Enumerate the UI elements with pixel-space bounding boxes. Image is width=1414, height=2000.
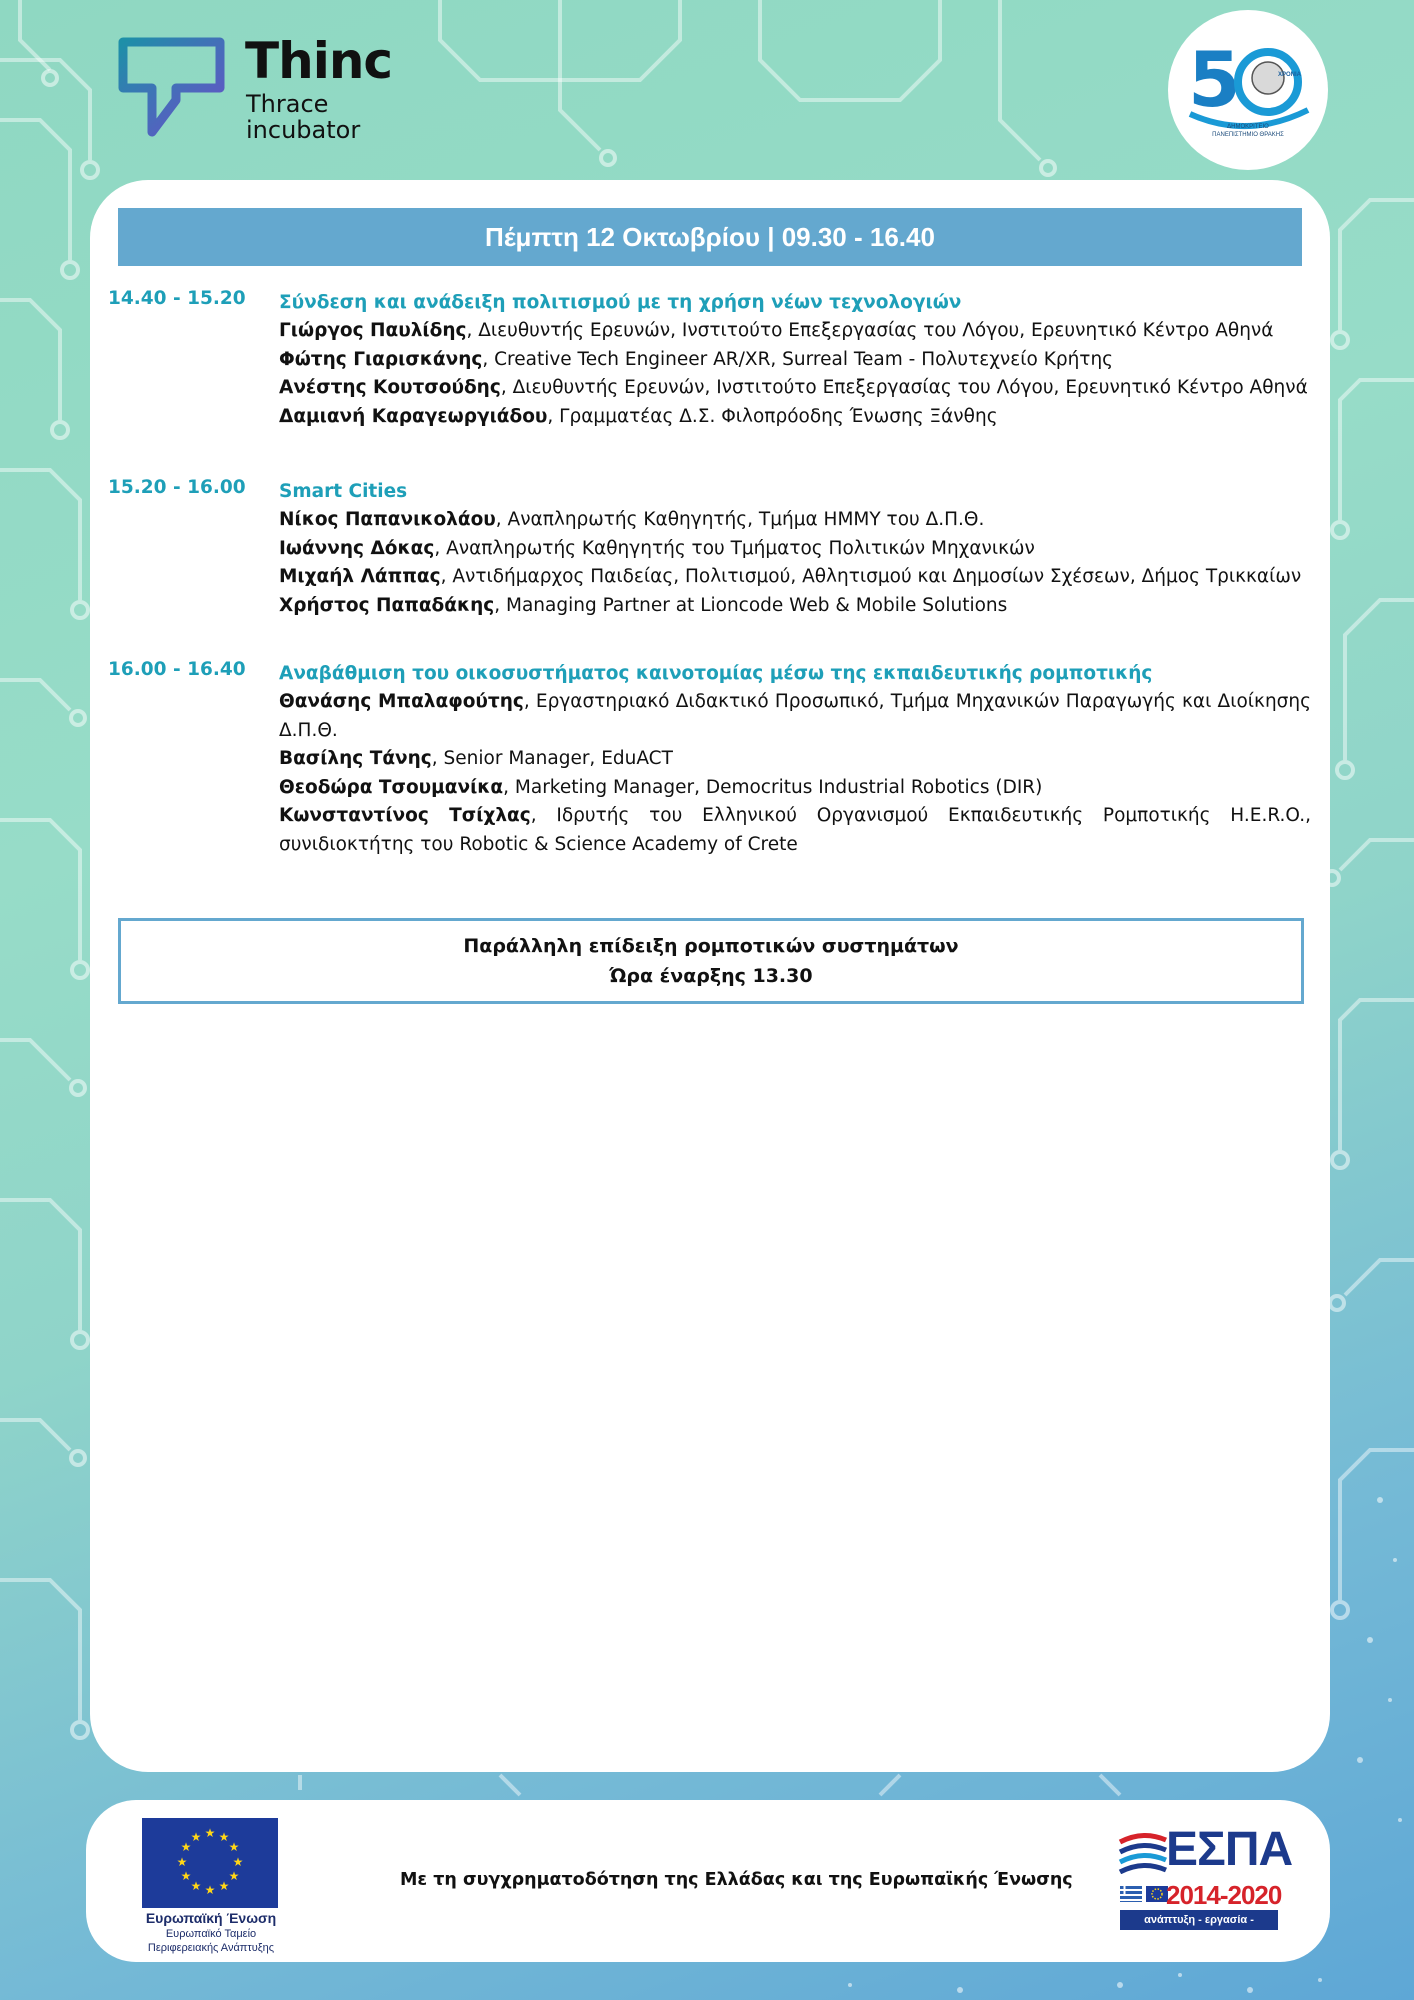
svg-text:★: ★ xyxy=(204,1826,216,1840)
eu-flag-icon xyxy=(142,1818,278,1908)
speaker-role: , Διευθυντής Ερευνών, Ινστιτούτο Επεξεργασίας του Λόγου, Ερευνητικό Κέντρο Αθηνά xyxy=(466,320,1274,341)
speaker-name: Κωνσταντίνος Τσίχλας xyxy=(279,805,531,826)
speaker-line xyxy=(279,592,1311,621)
speaker-line xyxy=(279,745,1311,774)
date-banner: Πέμπτη 12 Οκτωβρίου | 09.30 - 16.40 xyxy=(118,208,1302,266)
speaker-role: , Creative Tech Engineer AR/XR, Surreal Team - Πολυτεχνείο Κρήτης xyxy=(482,348,1114,370)
eu-stars-icon xyxy=(142,1818,278,1908)
svg-text:5: 5 xyxy=(1188,35,1241,124)
funding-statement: Με τη συγχρηματοδότηση της Ελλάδας και της Ευρωπαϊκής Ένωσης xyxy=(400,1870,1073,1890)
speaker-role: , Ιδρυτής του Ελληνικού Οργανισμού Εκπαιδευτικής Ρομποτικής H.E.R.O., συνιδιοκτήτης του Robotic & Science Academy of Crete xyxy=(279,805,1311,855)
svg-text:★: ★ xyxy=(190,1879,202,1893)
speaker-role: , Διευθυντής Ερευνών, Ινστιτούτο Επεξεργασίας του Λόγου, Ερευνητικό Κέντρο Αθηνά xyxy=(500,377,1308,398)
duth-years-label: ΧΡΟΝΙΑ xyxy=(1278,72,1302,78)
speaker-role: , Senior Manager, EduACT xyxy=(431,748,673,769)
thinc-subtitle-1: Thrace xyxy=(246,90,329,118)
speaker-role: , Γραμματέας Δ.Σ. Φιλοπρόοδης Ένωσης Ξάνθης xyxy=(547,405,998,427)
session-body xyxy=(279,288,1311,431)
speaker-line xyxy=(279,346,1311,375)
speaker-name: Χρήστος Παπαδάκης xyxy=(279,594,495,616)
speaker-line xyxy=(279,506,1311,535)
session-time: 15.20 - 16.00 xyxy=(108,477,246,498)
speaker-name: Φώτης Γιαρισκάνης xyxy=(279,348,483,370)
speaker-role: , Αναπληρωτής Καθηγητής, Τμήμα ΗΜΜΥ του Δ.Π.Θ. xyxy=(495,509,985,530)
speaker-role: , Αναπληρωτής Καθηγητής του Τμήματος Πολιτικών Μηχανικών xyxy=(434,537,1035,559)
eu-title: Ευρωπαϊκή Ένωση xyxy=(145,1910,277,1926)
speaker-line xyxy=(279,403,1311,432)
speaker-role: , Αντιδήμαρχος Παιδείας, Πολιτισμού, Αθλητισμού και Δημοσίων Σχέσεων, Δήμος Τρικκαίων xyxy=(440,566,1302,587)
svg-text:★: ★ xyxy=(232,1855,244,1869)
duth-university-line-1: ΔΗΜΟΚΡΙΤΕΙΟ xyxy=(1227,124,1269,130)
speaker-name: Ιωάννης Δόκας xyxy=(279,537,435,559)
speaker-name: Δαμιανή Καραγεωργιάδου xyxy=(279,405,548,427)
session-body xyxy=(279,659,1311,859)
espa-years: 2014-2020 xyxy=(1166,1880,1282,1910)
svg-text:★: ★ xyxy=(180,1840,192,1854)
speaker-line xyxy=(279,802,1311,859)
duth-50-years-logo xyxy=(1168,10,1328,170)
thinc-logo xyxy=(118,32,398,146)
espa-tagline: ανάπτυξη - εργασία - αλληλεγγύη xyxy=(1120,1910,1278,1930)
speaker-role: , Managing Partner at Lioncode Web & Mobile Solutions xyxy=(494,594,1008,616)
svg-text:★: ★ xyxy=(190,1830,202,1844)
session-title: Σύνδεση και ανάδειξη πολιτισμού με τη χρήση νέων τεχνολογιών xyxy=(279,292,962,313)
svg-text:★: ★ xyxy=(228,1840,240,1854)
speaker-role: , Εργαστηριακό Διδακτικό Προσωπικό, Τμήμα Μηχανικών Παραγωγής και Διοίκησης Δ.Π.Θ. xyxy=(279,691,1311,741)
speaker-name: Μιχαήλ Λάππας xyxy=(279,566,441,587)
speaker-name: Νίκος Παπανικολάου xyxy=(279,509,496,530)
speaker-line xyxy=(279,563,1311,592)
funding-footer xyxy=(86,1800,1330,1962)
speaker-line xyxy=(279,688,1311,745)
session-time: 16.00 - 16.40 xyxy=(108,659,246,680)
program-card xyxy=(90,180,1330,1772)
demo-start-time: Ώρα έναρξης 13.30 xyxy=(609,965,813,987)
speaker-line xyxy=(279,374,1311,403)
eu-fund-line-2: Περιφερειακής Ανάπτυξης xyxy=(147,1942,275,1954)
duth-university-line-2: ΠΑΝΕΠΙΣΤΗΜΙΟ ΘΡΑΚΗΣ xyxy=(1212,132,1284,138)
robotics-demo-box xyxy=(118,918,1304,1004)
svg-text:★: ★ xyxy=(218,1879,230,1893)
speaker-name: Θανάσης Μπαλαφούτης xyxy=(279,691,524,712)
speaker-name: Βασίλης Τάνης xyxy=(279,748,432,769)
speaker-line xyxy=(279,317,1311,346)
speaker-name: Θεοδώρα Τσουμανίκα xyxy=(279,776,504,798)
svg-text:★: ★ xyxy=(176,1855,188,1869)
svg-text:★: ★ xyxy=(218,1830,230,1844)
espa-title: ΕΣΠΑ xyxy=(1166,1823,1293,1876)
speaker-name: Ανέστης Κουτσούδης xyxy=(279,377,501,398)
speaker-line xyxy=(279,535,1311,564)
svg-text:★: ★ xyxy=(228,1869,240,1883)
session-title: Smart Cities xyxy=(279,481,408,502)
greece-eu-flags-icon xyxy=(1120,1884,1168,1904)
svg-text:★: ★ xyxy=(180,1869,192,1883)
speaker-name: Γιώργος Παυλίδης xyxy=(279,320,467,341)
espa-waves-icon xyxy=(1118,1832,1168,1874)
svg-text:★: ★ xyxy=(204,1883,216,1897)
speaker-line xyxy=(279,774,1311,803)
speaker-role: , Marketing Manager, Democritus Industrial Robotics (DIR) xyxy=(503,776,1043,798)
duth-50-emblem-icon xyxy=(1168,10,1328,170)
thinc-title: Thinc xyxy=(245,32,393,90)
thinc-subtitle-2: incubator xyxy=(246,116,361,144)
demo-title: Παράλληλη επίδειξη ρομποτικών συστημάτων xyxy=(463,935,959,957)
eu-fund-line-1: Ευρωπαϊκό Ταμείο xyxy=(165,1928,257,1940)
session-time: 14.40 - 15.20 xyxy=(108,288,246,309)
session-title: Αναβάθμιση του οικοσυστήματος καινοτομίας μέσω της εκπαιδευτικής ρομποτικής xyxy=(279,663,1153,684)
thinc-speech-bubble-icon xyxy=(118,36,228,140)
session-body xyxy=(279,477,1311,620)
